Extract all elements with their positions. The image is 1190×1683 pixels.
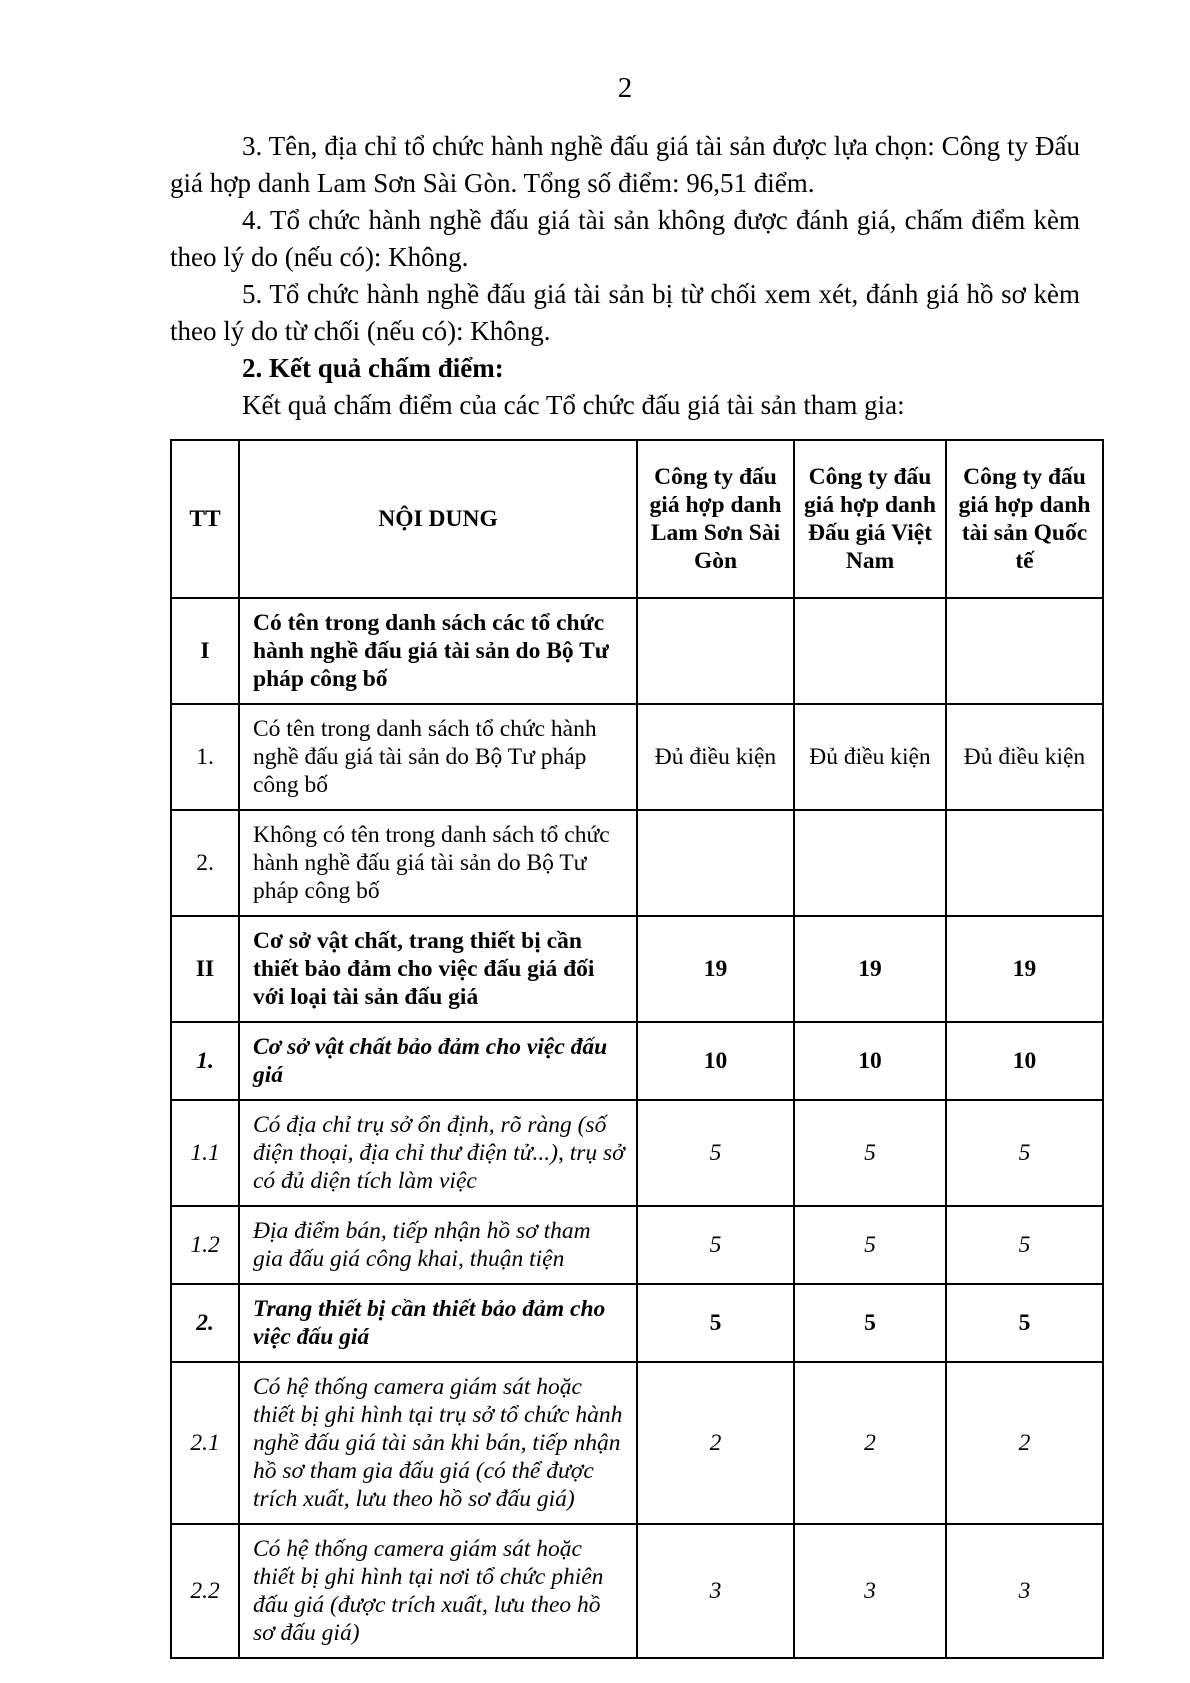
score-cell-dau-gia-viet-nam: 5	[794, 1100, 946, 1206]
score-cell-dau-gia-viet-nam: 2	[794, 1362, 946, 1524]
row-number-cell: 2.	[171, 1284, 239, 1362]
score-cell-dau-gia-viet-nam: 10	[794, 1022, 946, 1100]
score-cell-lam-son-sai-gon: 10	[637, 1022, 794, 1100]
criteria-cell: Có hệ thống camera giám sát hoặc thiết bị ghi hình tại nơi tổ chức phiên đấu giá (được trích xuất, lưu theo hồ sơ đấu giá)	[239, 1524, 637, 1658]
criteria-cell: Cơ sở vật chất, trang thiết bị cần thiết bảo đảm cho việc đấu giá đối với loại tài sản đấu giá	[239, 916, 637, 1022]
paragraph-selected-organization: 3. Tên, địa chỉ tổ chức hành nghề đấu giá tài sản được lựa chọn: Công ty Đấu giá hợp danh Lam Sơn Sài Gòn. Tổng số điểm: 96,51 điểm.	[170, 131, 1080, 198]
criteria-cell: Không có tên trong danh sách tổ chức hành nghề đấu giá tài sản do Bộ Tư pháp công bố	[239, 810, 637, 916]
header-cell-company-dau-gia-viet-nam: Công ty đấu giá hợp danh Đấu giá Việt Nam	[794, 440, 946, 598]
header-cell-tt: TT	[171, 440, 239, 598]
score-cell-lam-son-sai-gon	[637, 810, 794, 916]
score-cell-tai-san-quoc-te: 19	[946, 916, 1103, 1022]
score-cell-tai-san-quoc-te: 2	[946, 1362, 1103, 1524]
score-cell-lam-son-sai-gon	[637, 598, 794, 704]
table-header-row	[171, 440, 1103, 598]
paragraph-not-evaluated: 4. Tổ chức hành nghề đấu giá tài sản không được đánh giá, chấm điểm kèm theo lý do (nếu có): Không.	[170, 205, 1080, 272]
score-cell-lam-son-sai-gon: 5	[637, 1206, 794, 1284]
score-cell-tai-san-quoc-te: Đủ điều kiện	[946, 704, 1103, 810]
score-cell-dau-gia-viet-nam: 3	[794, 1524, 946, 1658]
score-cell-lam-son-sai-gon: 3	[637, 1524, 794, 1658]
score-cell-dau-gia-viet-nam	[794, 810, 946, 916]
score-cell-tai-san-quoc-te	[946, 810, 1103, 916]
table-row-0-i	[171, 598, 1103, 704]
score-cell-tai-san-quoc-te: 5	[946, 1284, 1103, 1362]
criteria-cell: Có tên trong danh sách tổ chức hành nghề đấu giá tài sản do Bộ Tư pháp công bố	[239, 704, 637, 810]
table-row-2-2-	[171, 810, 1103, 916]
criteria-cell: Có hệ thống camera giám sát hoặc thiết bị ghi hình tại trụ sở tổ chức hành nghề đấu giá tài sản khi bán, tiếp nhận hồ sơ tham gia đấu giá (có thể được trích xuất, lưu theo hồ sơ đấu giá)	[239, 1362, 637, 1524]
header-cell-company-lam-son-sai-gon: Công ty đấu giá hợp danh Lam Sơn Sài Gòn	[637, 440, 794, 598]
table-row-7-2-	[171, 1284, 1103, 1362]
paragraph-rejected: 5. Tổ chức hành nghề đấu giá tài sản bị từ chối xem xét, đánh giá hồ sơ kèm theo lý do từ chối (nếu có): Không.	[170, 279, 1080, 346]
score-cell-dau-gia-viet-nam: Đủ điều kiện	[794, 704, 946, 810]
criteria-cell: Địa điểm bán, tiếp nhận hồ sơ tham gia đấu giá công khai, thuận tiện	[239, 1206, 637, 1284]
score-cell-dau-gia-viet-nam: 5	[794, 1284, 946, 1362]
score-cell-lam-son-sai-gon: Đủ điều kiện	[637, 704, 794, 810]
row-number-cell: I	[171, 598, 239, 704]
header-cell-noi-dung: NỘI DUNG	[239, 440, 637, 598]
page-number: 2	[617, 72, 633, 104]
score-cell-lam-son-sai-gon: 5	[637, 1284, 794, 1362]
table-row-6-1-2	[171, 1206, 1103, 1284]
score-cell-tai-san-quoc-te: 5	[946, 1206, 1103, 1284]
row-number-cell: II	[171, 916, 239, 1022]
criteria-cell: Cơ sở vật chất bảo đảm cho việc đấu giá	[239, 1022, 637, 1100]
score-table	[170, 439, 1104, 1659]
criteria-cell: Trang thiết bị cần thiết bảo đảm cho việc đấu giá	[239, 1284, 637, 1362]
table-row-1-1-	[171, 704, 1103, 810]
criteria-cell: Có tên trong danh sách các tổ chức hành nghề đấu giá tài sản do Bộ Tư pháp công bố	[239, 598, 637, 704]
row-number-cell: 2.2	[171, 1524, 239, 1658]
score-cell-dau-gia-viet-nam: 5	[794, 1206, 946, 1284]
table-row-3-ii	[171, 916, 1103, 1022]
score-cell-lam-son-sai-gon: 5	[637, 1100, 794, 1206]
table-row-8-2-1	[171, 1362, 1103, 1524]
score-cell-dau-gia-viet-nam	[794, 598, 946, 704]
section-heading: 2. Kết quả chấm điểm:	[242, 353, 504, 383]
score-cell-tai-san-quoc-te: 10	[946, 1022, 1103, 1100]
score-cell-tai-san-quoc-te: 3	[946, 1524, 1103, 1658]
row-number-cell: 1.	[171, 704, 239, 810]
score-cell-tai-san-quoc-te	[946, 598, 1103, 704]
score-cell-dau-gia-viet-nam: 19	[794, 916, 946, 1022]
header-cell-company-tai-san-quoc-te: Công ty đấu giá hợp danh tài sản Quốc tế	[946, 440, 1103, 598]
row-number-cell: 1.2	[171, 1206, 239, 1284]
table-intro: Kết quả chấm điểm của các Tổ chức đấu giá tài sản tham gia:	[242, 390, 905, 420]
row-number-cell: 2.	[171, 810, 239, 916]
row-number-cell: 2.1	[171, 1362, 239, 1524]
table-row-5-1-1	[171, 1100, 1103, 1206]
table-row-9-2-2	[171, 1524, 1103, 1658]
score-cell-lam-son-sai-gon: 19	[637, 916, 794, 1022]
criteria-cell: Có địa chỉ trụ sở ổn định, rõ ràng (số điện thoại, địa chỉ thư điện tử...), trụ sở có đủ diện tích làm việc	[239, 1100, 637, 1206]
row-number-cell: 1.1	[171, 1100, 239, 1206]
score-cell-lam-son-sai-gon: 2	[637, 1362, 794, 1524]
row-number-cell: 1.	[171, 1022, 239, 1100]
score-cell-tai-san-quoc-te: 5	[946, 1100, 1103, 1206]
table-row-4-1-	[171, 1022, 1103, 1100]
